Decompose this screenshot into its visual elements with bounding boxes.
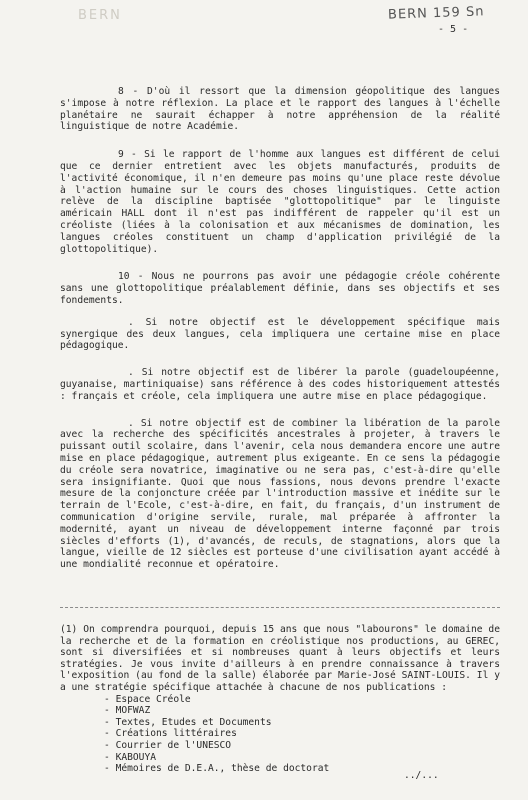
continuation-mark: ../... xyxy=(404,770,439,781)
publication-item: - Créations littéraires xyxy=(104,728,500,740)
footnote-divider xyxy=(60,607,500,608)
publication-item: - Mémoires de D.E.A., thèse de doctorat xyxy=(104,763,500,775)
publication-item: - MOFWAZ xyxy=(104,705,500,717)
objective-point-1: . Si notre objectif est le développement spécifique mais synergique des deux langues, cela impliquera une certaine mise en place pédagogique. xyxy=(60,316,500,352)
main-text xyxy=(60,86,500,571)
paragraph-8: 8 - D'où il ressort que la dimension géopolitique des langues s'impose à notre réflexion. La place et le rapport des langues à l'échelle planétaire ne saurait échapper à notre appréhension de la réalité linguistique de notre Académie. xyxy=(60,86,500,133)
page-number: - 5 - xyxy=(438,24,469,35)
publication-item: - Espace Créole xyxy=(104,694,500,706)
publication-item: - Textes, Etudes et Documents xyxy=(104,717,500,729)
publication-list xyxy=(60,694,500,775)
paragraph-9: 9 - Si le rapport de l'homme aux langues est différent de celui que ce dernier entretient avec les objets manufacturés, produits de l'activité économique, il n'en demeure pas moins qu'une place reste dévolue à l'action humaine sur le cours des choses linguistiques. Cette action relève de la discipline baptisée "glottopolitique" par le linguiste américain HALL dont il n'est pas indifférent de rappeler qu'il est un créoliste (liées à la colonisation et aux mécanismes de domination, les langues créoles constituent un champ d'application privilégié de la glottopolitique). xyxy=(60,149,500,255)
publication-item: - KABOUYA xyxy=(104,752,500,764)
footnote xyxy=(60,624,500,775)
paragraph-10: 10 - Nous ne pourrons pas avoir une pédagogie créole cohérente sans une glottopolitique préalablement définie, dans ses objectifs et ses fondements. xyxy=(60,271,500,306)
faint-stamp: BERN xyxy=(78,8,122,23)
publication-item: - Courrier de l'UNESCO xyxy=(104,740,500,752)
footnote-text: (1) On comprendra pourquoi, depuis 15 ans que nous "labourons" le domaine de la recherche et de la formation en créolistique nos productions, au GEREC, sont si diversifiées et si nombreuses quant à leurs objectifs et leurs stratégies. Je vous invite d'ailleurs à en prendre connaissance à travers l'exposition (au fond de la salle) élaborée par Marie-José SAINT-LOUIS. Il y a une stratégie spécifique attachée à chacune de nos publications : xyxy=(60,624,500,693)
archive-reference: BERN 159 Sn xyxy=(387,4,485,23)
objective-point-2: . Si notre objectif est de libérer la parole (guadeloupéenne, guyanaise, martiniquaise) sans référence à des codes historiquement attestés : français et créole, cela impliquera une autre mise en place pédagogique. xyxy=(60,367,500,402)
objective-point-3: . Si notre objectif est de combiner la libération de la parole avec la recherche des spécificités ancestrales à projeter, à travers le puissant outil scolaire, dans l'avenir, cela nous demandera encore une autre mise en place pédagogique, autrement plus exigeante. En ce sens la pédagogie du créole sera novatrice, imaginative ou ne sera pas, c'est-à-dire qu'elle sera insignifiante. Quoi que nous fassions, nous devons prendre l'exacte mesure de la conjoncture créée par l'introduction massive et inédite sur le terrain de l'Ecole, c'est-à-dire, en fait, du français, d'un instrument de communication d'origine servile, rurale, mal préparée à affronter la modernité, ayant un niveau de développement interne façonné par trois siècles d'efforts (1), d'avancés, de reculs, de stagnations, alors que la langue, vieille de 12 siècles est porteuse d'une civilisation ayant accédé à une mondialité reconnue et opératoire. xyxy=(60,417,500,571)
